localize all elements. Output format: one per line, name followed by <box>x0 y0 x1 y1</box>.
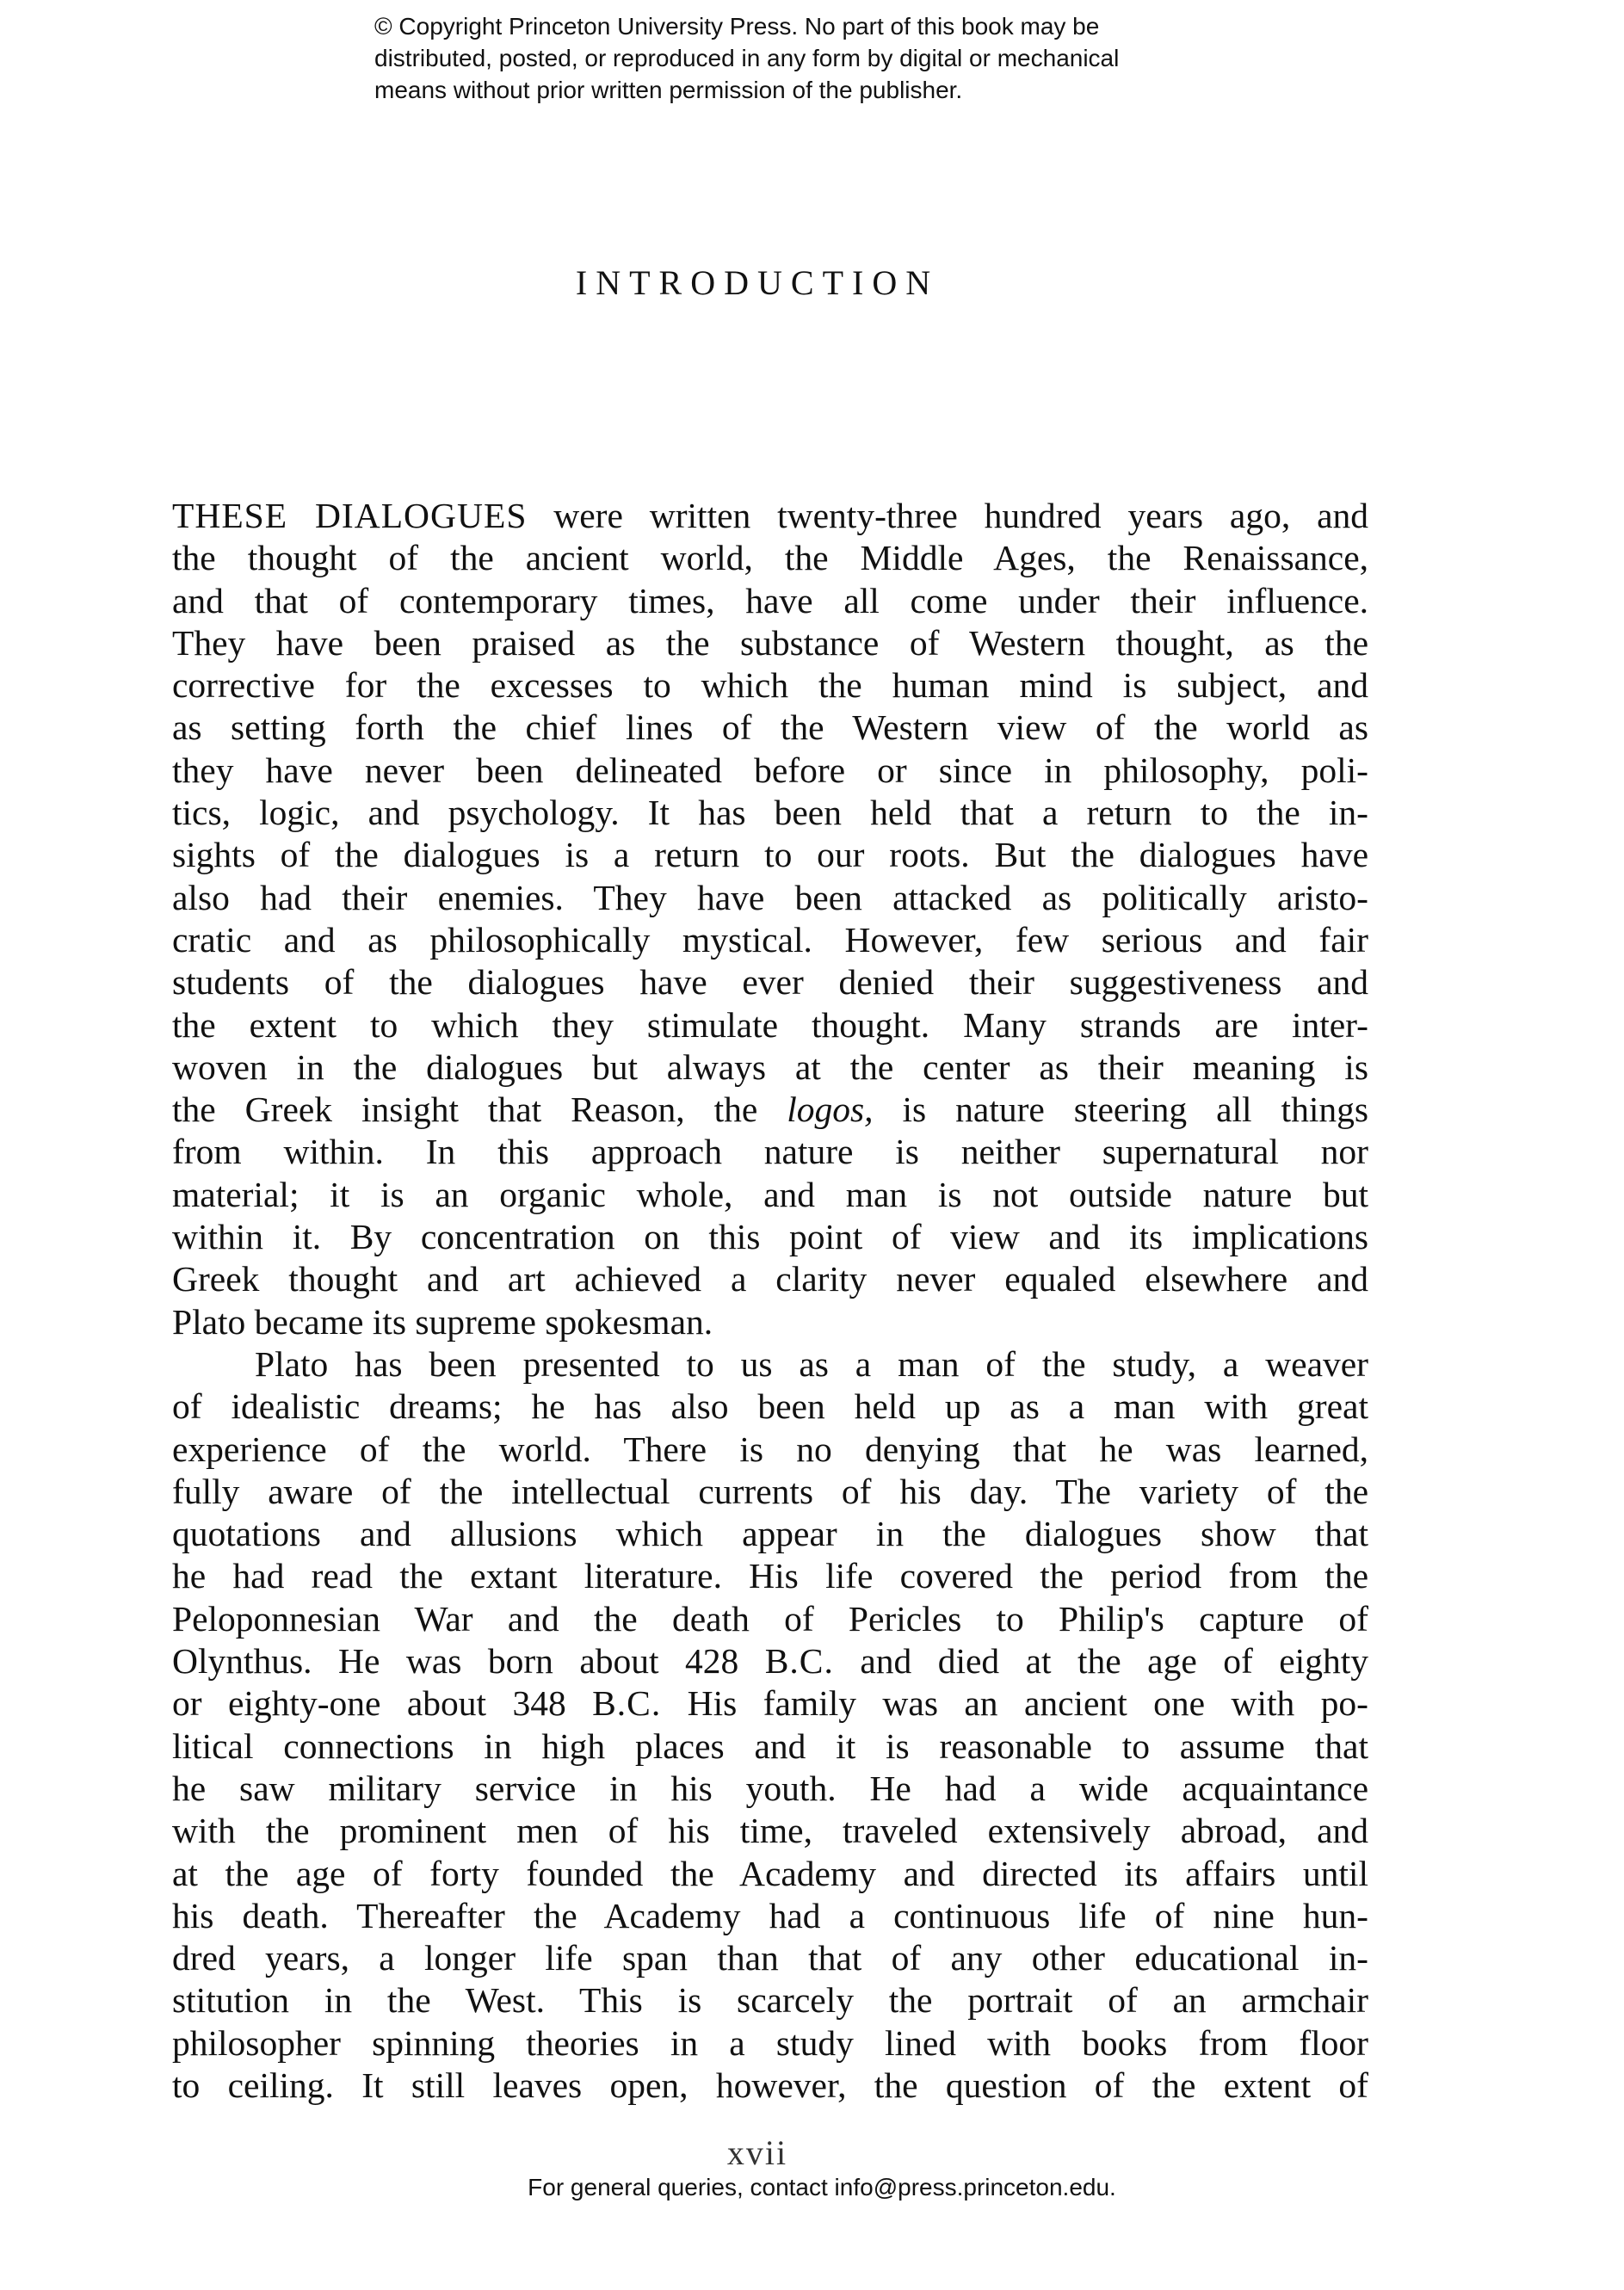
text-line: experience of the world. There is no denying that he was learned, <box>172 1429 1368 1469</box>
text-line: Greek thought and art achieved a clarity never equaled elsewhere and <box>172 1259 1368 1299</box>
text-line: sights of the dialogues is a return to our roots. But the dialogues have <box>172 835 1368 875</box>
text-line: of idealistic dreams; he has also been held up as a man with great <box>172 1386 1368 1427</box>
copyright-line: © Copyright Princeton University Press. No part of this book may be <box>374 13 1100 40</box>
era-abbrev: B.C. <box>764 1641 834 1682</box>
text-line: with the prominent men of his time, traveled extensively abroad, and <box>172 1811 1368 1851</box>
text-line: dred years, a longer life span than that of any other educational in- <box>172 1938 1368 1978</box>
text-line: stitution in the West. This is scarcely the portrait of an armchair <box>172 1980 1368 2021</box>
text-line: he had read the extant literature. His life covered the period from the <box>172 1556 1368 1596</box>
text-line: Olynthus. He was born about 428 B.C. and died at the age of eighty <box>172 1641 1368 1682</box>
text-line: or eighty-one about 348 B.C. His family was an ancient one with po- <box>172 1683 1368 1724</box>
text-line: his death. Thereafter the Academy had a continuous life of nine hun- <box>172 1895 1368 1935</box>
text-line: They have been praised as the substance of Western thought, as the <box>172 622 1368 663</box>
body-text <box>172 495 1368 2107</box>
copyright-line: means without prior written permission of the publisher. <box>374 77 963 103</box>
copyright-notice <box>374 10 1235 106</box>
text-line: the thought of the ancient world, the Middle Ages, the Renaissance, <box>172 538 1368 578</box>
text-line: from within. In this approach nature is neither supernatural nor <box>172 1132 1368 1172</box>
page-number: xvii <box>726 2133 788 2172</box>
italic-term: logos, <box>787 1089 874 1130</box>
era-abbrev: B.C. <box>592 1683 662 1724</box>
text-line: Peloponnesian War and the death of Pericles to Philip's capture of <box>172 1598 1368 1639</box>
text-line: corrective for the excesses to which the human mind is subject, and <box>172 665 1368 706</box>
chapter-heading: INTRODUCTION <box>575 263 940 302</box>
text-line: they have never been delineated before or since in philosophy, poli- <box>172 750 1368 790</box>
text-line: the Greek insight that Reason, the logos, is nature steering all things <box>172 1089 1368 1130</box>
text-line: material; it is an organic whole, and man is not outside nature but <box>172 1174 1368 1214</box>
lead-in: THESE DIALOGUES <box>172 496 528 535</box>
footer-contact: For general queries, contact info@press.princeton.edu. <box>528 2174 1116 2200</box>
copyright-line: distributed, posted, or reproduced in any form by digital or mechanical <box>374 45 1120 71</box>
text-line: students of the dialogues have ever denied their suggestiveness and <box>172 962 1368 1003</box>
text-line: philosopher spinning theories in a study lined with books from floor <box>172 2022 1368 2063</box>
text-line: tics, logic, and psychology. It has been held that a return to the in- <box>172 793 1368 833</box>
text-line: at the age of forty founded the Academy and directed its affairs until <box>172 1853 1368 1893</box>
text-line: woven in the dialogues but always at the center as their meaning is <box>172 1046 1368 1087</box>
text-line: THESE DIALOGUES were written twenty-three hundred years ago, and <box>172 496 1368 535</box>
text-line: quotations and allusions which appear in the dialogues show that <box>172 1514 1368 1554</box>
text-line: the extent to which they stimulate thought. Many strands are inter- <box>172 1004 1368 1045</box>
text-line: he saw military service in his youth. He had a wide acquaintance <box>172 1768 1368 1808</box>
text-line: to ceiling. It still leaves open, however, the question of the extent of <box>172 2065 1368 2105</box>
text-line: litical connections in high places and it is reasonable to assume that <box>172 1725 1368 1766</box>
text-line: and that of contemporary times, have all come under their influence. <box>172 580 1368 620</box>
text-line: as setting forth the chief lines of the Western view of the world as <box>172 707 1368 748</box>
text-line: within it. By concentration on this point of view and its implications <box>172 1217 1368 1257</box>
text-line: also had their enemies. They have been attacked as politically aristo- <box>172 877 1368 917</box>
text-line: fully aware of the intellectual currents of his day. The variety of the <box>172 1471 1368 1511</box>
text-line: Plato became its supreme spokesman. <box>172 1301 713 1342</box>
text-line: cratic and as philosophically mystical. However, few serious and fair <box>172 919 1368 960</box>
text-line: Plato has been presented to us as a man of the study, a weaver <box>255 1343 1368 1384</box>
